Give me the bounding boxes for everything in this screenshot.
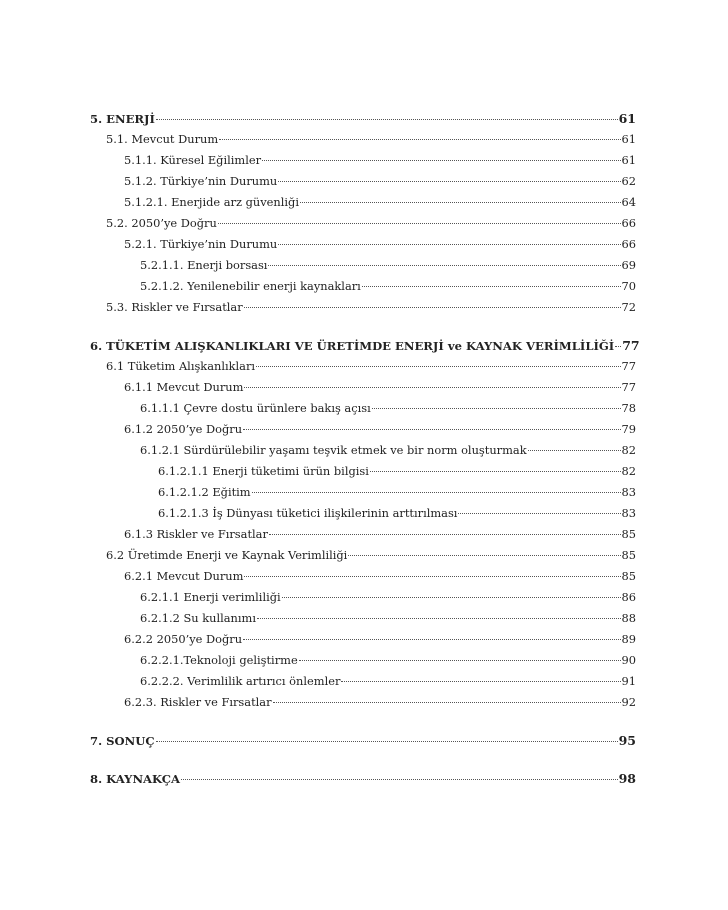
toc-entry-6-1-2-1-3[interactable] (90, 503, 636, 524)
toc-page-number: 85 (621, 548, 636, 562)
toc-dot-leader (282, 597, 621, 598)
toc-page-number: 77 (622, 338, 640, 353)
toc-entry-5-2[interactable] (90, 213, 636, 234)
toc-entry-6-2-3[interactable] (90, 692, 636, 713)
toc-entry-title: 6. TÜKETİM ALIŞKANLIKLARI VE ÜRETİMDE ENERJİ ve KAYNAK VERİMLİLİĞİ (90, 339, 615, 353)
toc-entry-title: 6.1.2.1.1 Enerji tüketimi ürün bilgisi (158, 464, 369, 478)
toc-dot-leader (273, 702, 621, 703)
toc-dot-leader (278, 244, 620, 245)
toc-entry-title: 5.2. 2050’ye Doğru (106, 216, 217, 230)
toc-page-number: 69 (621, 258, 636, 272)
toc-entry-6-1[interactable] (90, 356, 636, 377)
toc-entry-6-1-2-1-1[interactable] (90, 461, 636, 482)
toc-chapter-5[interactable] (90, 108, 636, 129)
toc-entry-6-2-2[interactable] (90, 629, 636, 650)
toc-entry-6-2-2-1[interactable] (90, 650, 636, 671)
toc-page-number: 82 (621, 443, 636, 457)
toc-entry-5-1[interactable] (90, 129, 636, 150)
toc-chapter-6[interactable] (90, 335, 640, 356)
toc-dot-leader (299, 660, 621, 661)
toc-page-number: 83 (621, 485, 636, 499)
toc-dot-leader (243, 429, 620, 430)
toc-dot-leader (219, 139, 620, 140)
toc-entry-title: 5.2.1.2. Yenilenebilir enerji kaynakları (140, 279, 361, 293)
toc-dot-leader (244, 576, 620, 577)
toc-page-number: 82 (621, 464, 636, 478)
toc-entry-title: 6.2.2 2050’ye Doğru (124, 632, 243, 646)
toc-page-number: 92 (621, 695, 636, 709)
toc-entry-5-2-1[interactable] (90, 234, 636, 255)
toc-entry-title: 6.2.1.2 Su kullanımı (140, 611, 256, 625)
toc-entry-5-2-1-2[interactable] (90, 276, 636, 297)
toc-dot-leader (252, 492, 621, 493)
toc-dot-leader (181, 779, 618, 780)
toc-entry-title: 8. KAYNAKÇA (90, 772, 181, 786)
toc-dot-leader (244, 307, 621, 308)
toc-page-number: 91 (621, 674, 636, 688)
toc-entry-5-1-1[interactable] (90, 150, 636, 171)
toc-entry-title: 5.1.1. Küresel Eğilimler (124, 153, 262, 167)
toc-dot-leader (262, 160, 620, 161)
toc-entry-title: 6.1.2.1.2 Eğitim (158, 485, 251, 499)
section-spacer (90, 751, 636, 768)
toc-entry-title: 5.1.2. Türkiye’nin Durumu (124, 174, 278, 188)
toc-page-number: 66 (621, 237, 636, 251)
toc-page-number: 61 (621, 132, 636, 146)
toc-page-number: 61 (621, 153, 636, 167)
toc-page-number: 95 (618, 733, 636, 748)
toc-entry-6-1-1[interactable] (90, 377, 636, 398)
toc-page-number: 79 (621, 422, 636, 436)
toc-entry-title: 7. SONUÇ (90, 734, 155, 748)
toc-dot-leader (278, 181, 620, 182)
toc-page-number: 70 (621, 279, 636, 293)
toc-entry-title: 6.2.2.1.Teknoloji geliştirme (140, 653, 298, 667)
toc-page-number: 77 (621, 380, 636, 394)
toc-chapter-7[interactable] (90, 730, 636, 751)
toc-dot-leader (269, 534, 621, 535)
toc-dot-leader (372, 408, 621, 409)
toc-entry-title: 5.1.2.1. Enerjide arz güvenliği (124, 195, 299, 209)
toc-page-number: 72 (621, 300, 636, 314)
toc-dot-leader (243, 639, 620, 640)
toc-page-number: 86 (621, 590, 636, 604)
toc-dot-leader (244, 387, 620, 388)
toc-page-number: 66 (621, 216, 636, 230)
toc-dot-leader (615, 346, 621, 347)
toc-entry-title: 6.2.1.1 Enerji verimliliği (140, 590, 281, 604)
toc-dot-leader (156, 741, 618, 742)
toc-chapter-8[interactable] (90, 768, 636, 789)
toc-dot-leader (257, 618, 621, 619)
toc-entry-6-1-2-1-2[interactable] (90, 482, 636, 503)
toc-page-number: 64 (621, 195, 636, 209)
toc-entry-title: 6.1.2 2050’ye Doğru (124, 422, 243, 436)
toc-dot-leader (370, 471, 621, 472)
toc-entry-5-3[interactable] (90, 297, 636, 318)
toc-page-number: 77 (621, 359, 636, 373)
toc-entry-title: 5.2.1. Türkiye’nin Durumu (124, 237, 278, 251)
toc-entry-6-1-3[interactable] (90, 524, 636, 545)
toc-entry-6-1-1-1[interactable] (90, 398, 636, 419)
toc-entry-5-2-1-1[interactable] (90, 255, 636, 276)
toc-entry-title: 5.2.1.1. Enerji borsası (140, 258, 268, 272)
toc-entry-title: 6.2.3. Riskler ve Fırsatlar (124, 695, 272, 709)
toc-page-number: 85 (621, 527, 636, 541)
toc-page-number: 62 (621, 174, 636, 188)
table-of-contents (90, 108, 640, 789)
toc-entry-title: 6.1 Tüketim Alışkanlıkları (106, 359, 256, 373)
toc-entry-title: 6.2.1 Mevcut Durum (124, 569, 244, 583)
toc-entry-6-2[interactable] (90, 545, 636, 566)
toc-entry-6-2-1[interactable] (90, 566, 636, 587)
toc-dot-leader (268, 265, 620, 266)
section-spacer (90, 713, 636, 730)
toc-entry-6-1-2[interactable] (90, 419, 636, 440)
toc-entry-6-2-2-2[interactable] (90, 671, 636, 692)
toc-page-number: 78 (621, 401, 636, 415)
toc-page-number: 85 (621, 569, 636, 583)
toc-dot-leader (362, 286, 621, 287)
toc-dot-leader (341, 681, 620, 682)
toc-entry-title: 6.1.3 Riskler ve Fırsatlar (124, 527, 268, 541)
toc-entry-6-2-1-2[interactable] (90, 608, 636, 629)
toc-entry-title: 6.2 Üretimde Enerji ve Kaynak Verimliliği (106, 548, 348, 562)
toc-dot-leader (528, 450, 621, 451)
toc-entry-title: 5.1. Mevcut Durum (106, 132, 219, 146)
toc-page-number: 90 (621, 653, 636, 667)
toc-entry-6-2-1-1[interactable] (90, 587, 636, 608)
toc-dot-leader (300, 202, 621, 203)
toc-entry-title: 6.1.1.1 Çevre dostu ürünlere bakış açısı (140, 401, 371, 415)
toc-page-number: 83 (621, 506, 636, 520)
toc-page-number: 89 (621, 632, 636, 646)
toc-dot-leader (256, 366, 620, 367)
toc-entry-title: 6.2.2.2. Verimlilik artırıcı önlemler (140, 674, 341, 688)
toc-dot-leader (348, 555, 620, 556)
section-spacer (90, 318, 636, 335)
toc-dot-leader (458, 513, 620, 514)
toc-entry-5-1-2-1[interactable] (90, 192, 636, 213)
toc-entry-title: 5.3. Riskler ve Fırsatlar (106, 300, 243, 314)
toc-entry-title: 5. ENERJİ (90, 112, 155, 126)
toc-page-number: 61 (618, 111, 636, 126)
toc-page-number: 88 (621, 611, 636, 625)
toc-entry-title: 6.1.1 Mevcut Durum (124, 380, 244, 394)
toc-entry-title: 6.1.2.1.3 İş Dünyası tüketici ilişkilerinin arttırılması (158, 506, 458, 520)
toc-dot-leader (156, 119, 618, 120)
toc-entry-6-1-2-1[interactable] (90, 440, 636, 461)
toc-page-number: 98 (618, 771, 636, 786)
toc-entry-title: 6.1.2.1 Sürdürülebilir yaşamı teşvik etmek ve bir norm oluşturmak (140, 443, 527, 457)
toc-dot-leader (218, 223, 621, 224)
toc-entry-5-1-2[interactable] (90, 171, 636, 192)
